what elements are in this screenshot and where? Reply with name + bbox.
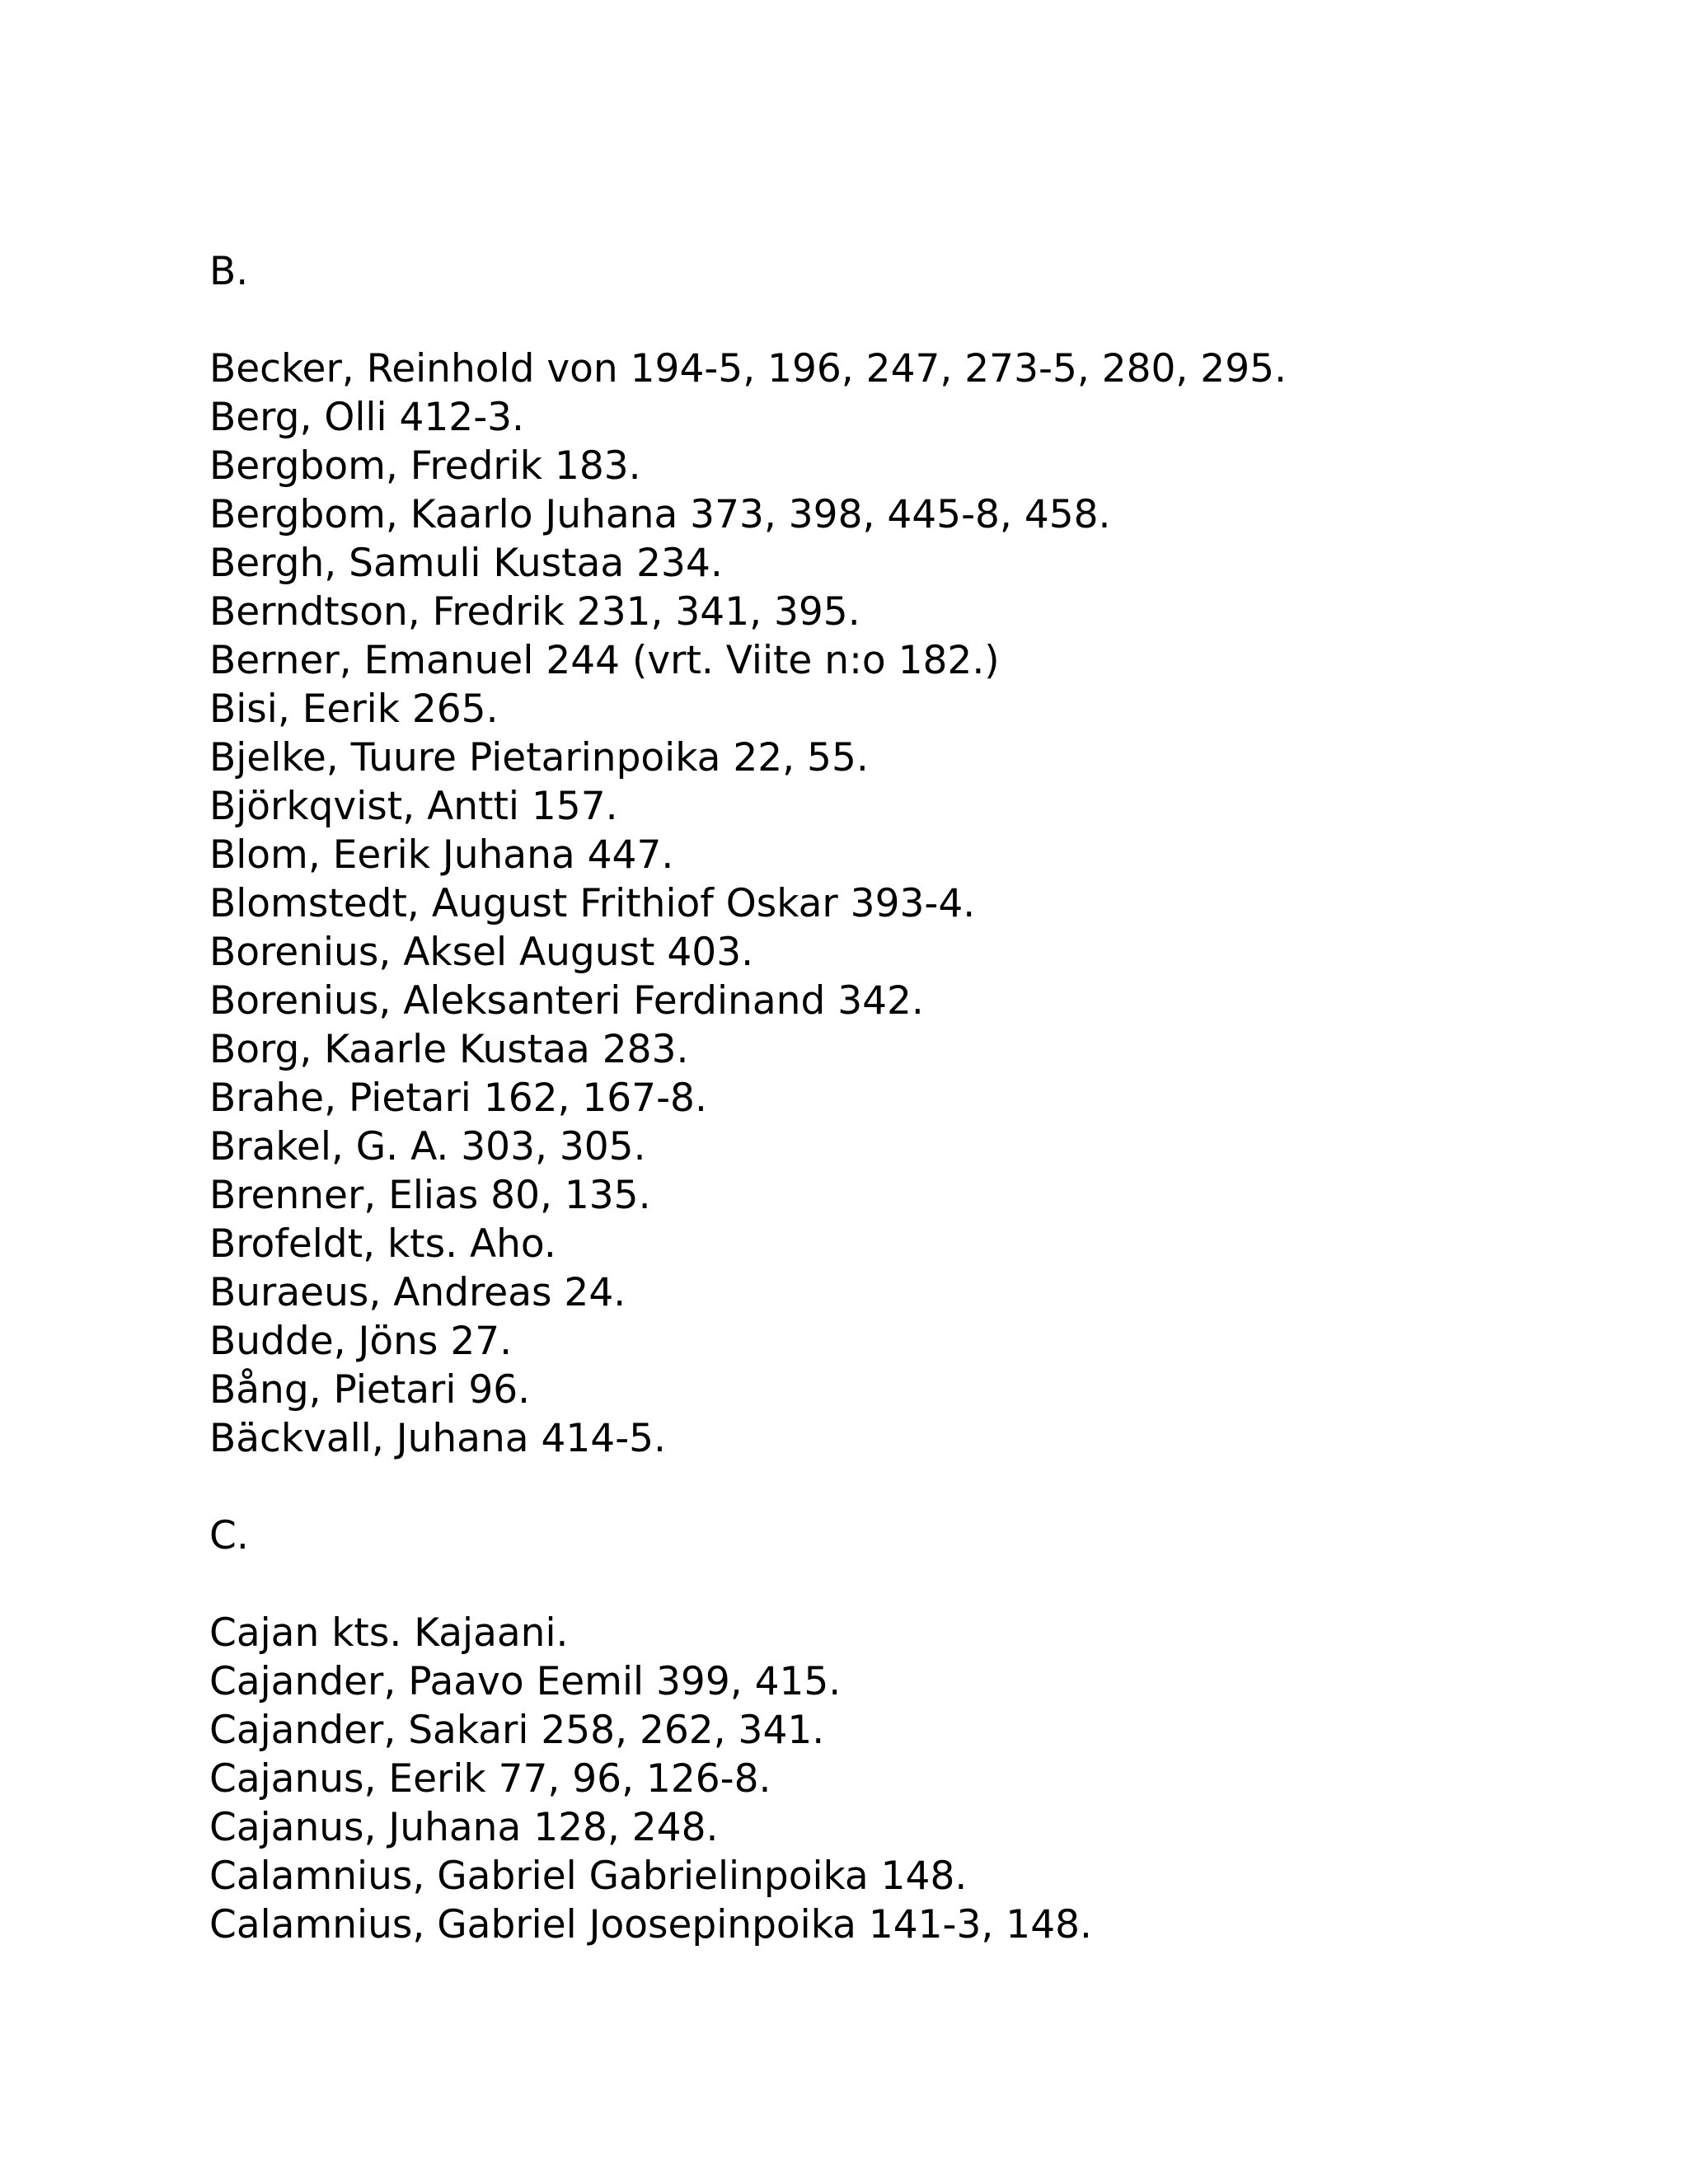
index-entry: Bergbom, Fredrik 183. bbox=[209, 443, 641, 489]
index-entry: Borenius, Aleksanteri Ferdinand 342. bbox=[209, 978, 924, 1024]
spacer bbox=[209, 1560, 1611, 1609]
index-entry: Cajan kts. Kajaani. bbox=[209, 1610, 569, 1656]
index-entry: Calamnius, Gabriel Gabrielinpoika 148. bbox=[209, 1854, 968, 1899]
entry-list-b bbox=[209, 344, 1611, 1463]
index-entry: Cajander, Sakari 258, 262, 341. bbox=[209, 1708, 825, 1753]
index-entry: Cajanus, Juhana 128, 248. bbox=[209, 1805, 719, 1850]
index-entry: Brahe, Pietari 162, 167-8. bbox=[209, 1076, 707, 1121]
index-entry: Brofeldt, kts. Aho. bbox=[209, 1221, 556, 1267]
index-entry: Borg, Kaarle Kustaa 283. bbox=[209, 1027, 689, 1072]
index-entry: Budde, Jöns 27. bbox=[209, 1319, 513, 1364]
index-section-c bbox=[209, 1511, 1611, 1949]
spacer bbox=[209, 296, 1611, 344]
index-entry: Buraeus, Andreas 24. bbox=[209, 1270, 626, 1315]
index-entry: Borenius, Aksel August 403. bbox=[209, 930, 754, 975]
index-entry: Bergh, Samuli Kustaa 234. bbox=[209, 541, 723, 586]
index-entry: Cajanus, Eerik 77, 96, 126-8. bbox=[209, 1756, 771, 1802]
index-entry: Björkqvist, Antti 157. bbox=[209, 784, 618, 829]
index-entry: Berg, Olli 412-3. bbox=[209, 395, 524, 440]
index-page bbox=[209, 247, 1611, 1949]
index-entry: Cajander, Paavo Eemil 399, 415. bbox=[209, 1659, 842, 1704]
index-entry: Berndtson, Fredrik 231, 341, 395. bbox=[209, 589, 860, 635]
index-entry: Brenner, Elias 80, 135. bbox=[209, 1173, 651, 1218]
section-letter-b: B. bbox=[209, 249, 249, 294]
section-letter-c: C. bbox=[209, 1513, 249, 1558]
index-entry: Becker, Reinhold von 194-5, 196, 247, 273-5, 280, 295. bbox=[209, 346, 1287, 391]
index-entry: Bisi, Eerik 265. bbox=[209, 687, 499, 732]
index-entry: Calamnius, Gabriel Joosepinpoika 141-3, 148. bbox=[209, 1902, 1092, 1947]
index-entry: Bergbom, Kaarlo Juhana 373, 398, 445-8, 458. bbox=[209, 492, 1111, 537]
entry-list-c bbox=[209, 1609, 1611, 1949]
index-entry: Blom, Eerik Juhana 447. bbox=[209, 832, 674, 878]
index-entry: Bång, Pietari 96. bbox=[209, 1367, 531, 1413]
index-entry: Bjelke, Tuure Pietarinpoika 22, 55. bbox=[209, 735, 869, 780]
index-entry: Blomstedt, August Frithiof Oskar 393-4. bbox=[209, 881, 976, 926]
index-entry: Berner, Emanuel 244 (vrt. Viite n:o 182.) bbox=[209, 638, 1000, 683]
index-entry: Bäckvall, Juhana 414-5. bbox=[209, 1416, 666, 1461]
index-entry: Brakel, G. A. 303, 305. bbox=[209, 1124, 646, 1169]
spacer bbox=[209, 1463, 1611, 1511]
index-section-b bbox=[209, 247, 1611, 1463]
